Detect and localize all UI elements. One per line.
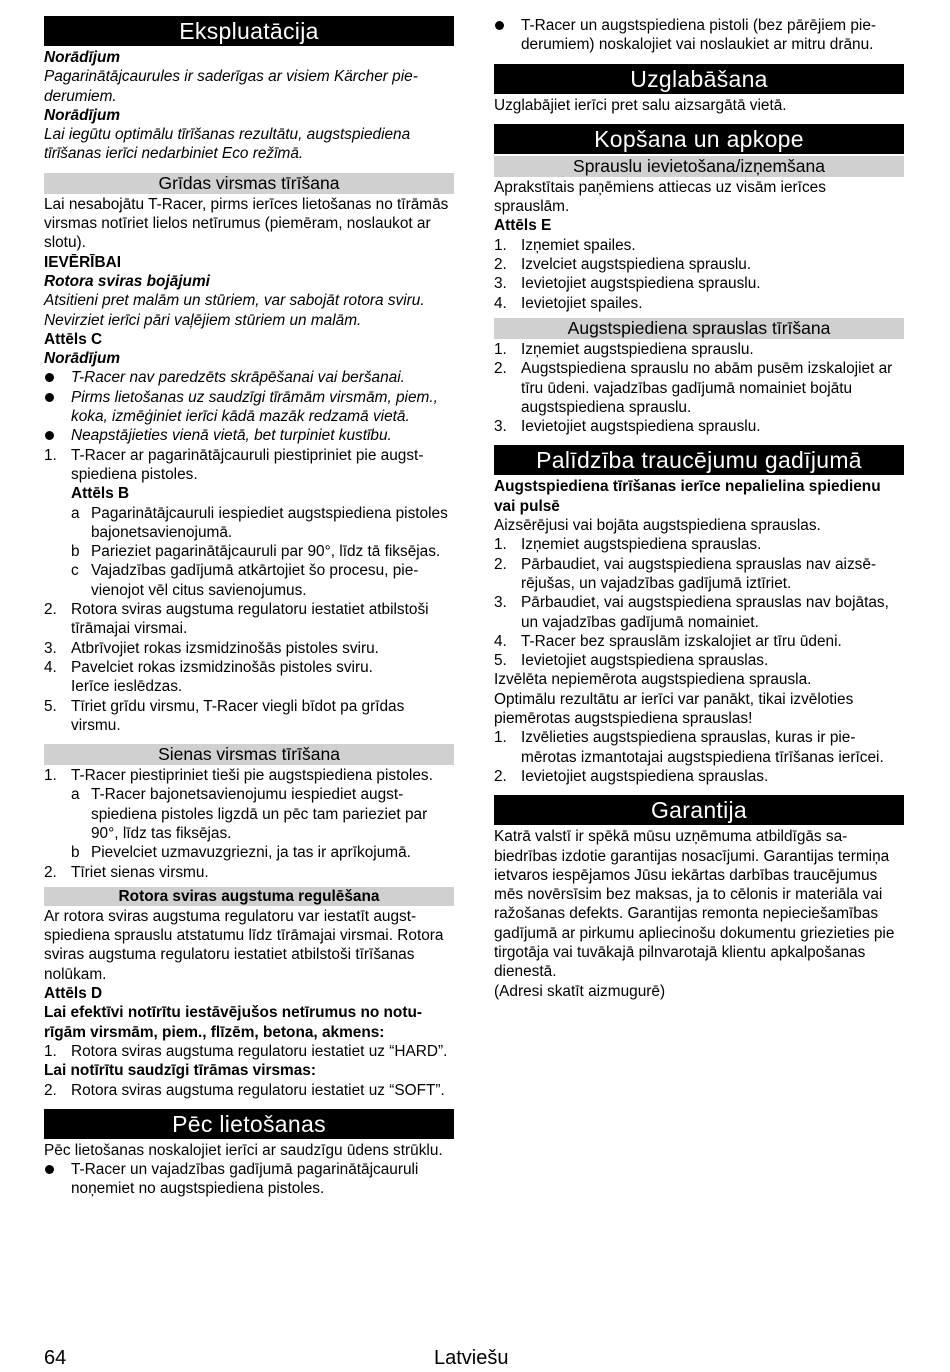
heading-nozzle-clean: Augstspiediena sprauslas tīrīšana xyxy=(494,318,904,339)
heading-care: Kopšana un apkope xyxy=(494,124,904,154)
list-item: Neapstājieties vienā vietā, bet turpiniet kustību. xyxy=(44,426,454,445)
step-item: 1. Izņemiet augstspiediena sprauslas. xyxy=(494,536,762,554)
step-item: 1. Rotora sviras augstuma regulatoru iestatiet uz “HARD”. xyxy=(44,1042,448,1060)
step-item: 2. Izvelciet augstspiediena sprauslu. xyxy=(494,256,752,274)
step-item: 2. Pārbaudiet, vai augstspiediena sprauslas nav aizsērējušas, un vajadzības gadījumā iztīriet. xyxy=(494,555,877,592)
step-item: 4. T-Racer bez sprauslām izskalojiet ar tīru ūdeni. xyxy=(494,632,842,650)
heading-after-use: Pēc lietošanas xyxy=(44,1109,454,1139)
trouble-cause: Aizsērējusi vai bojāta augstspiediena sprauslas. xyxy=(494,517,821,535)
heading-nozzle-swap: Sprauslu ievietošana/izņemšana xyxy=(494,156,904,177)
bullet-icon xyxy=(44,368,71,387)
heading-warranty: Garantija xyxy=(494,795,904,825)
step-item: 2. Augstspiediena sprauslu no abām pusēm izskalojiet ar tīru ūdeni. vajadzības gadījumā nomainiet bojātu augstspiediena sprauslu. xyxy=(494,360,893,416)
step-item: 3. Ievietojiet augstspiediena sprauslu. xyxy=(494,275,761,293)
step-item: 5. Ievietojiet augstspiediena sprauslas. xyxy=(494,652,769,670)
figure-ref: Attēls D xyxy=(44,985,103,1003)
step-result: Ierīce ieslēdzas. xyxy=(71,678,183,696)
storage-text: Uzglabājiet ierīci pret salu aizsargātā vietā. xyxy=(494,96,787,114)
figure-ref: Attēls B xyxy=(71,485,130,503)
page-number: 64 xyxy=(44,1347,67,1369)
warranty-note: (Adresi skatīt aizmugurē) xyxy=(494,982,666,1000)
list-item: T-Racer nav paredzēts skrāpēšanai vai beršanai. xyxy=(44,368,454,387)
substep-item: c Vajadzības gadījumā atkārtojiet šo procesu, pievienojot vēl citus savienojumus. xyxy=(71,562,419,599)
step-item: 1. T-Racer ar pagarinātājcauruli piestipriniet pie augstspiediena pistoles. xyxy=(44,446,424,483)
step-item: 1. Izņemiet augstspiediena sprauslu. xyxy=(494,340,754,358)
bullet-icon xyxy=(44,388,71,427)
rotor-soft-label: Lai notīrītu saudzīgi tīrāmas virsmas: xyxy=(44,1062,316,1080)
step-item: 2. Rotora sviras augstuma regulatoru iestatiet uz “SOFT”. xyxy=(44,1081,445,1099)
step-item: 3. Ievietojiet augstspiediena sprauslu. xyxy=(494,418,761,436)
substep-list xyxy=(44,785,454,862)
step-item: 3. Pārbaudiet, vai augstspiediena sprauslas nav bojātas, un vajadzības gadījumā nomainiet. xyxy=(494,594,889,631)
trouble-label: Augstspiediena tīrīšanas ierīce nepalielina spiedienu vai pulsē xyxy=(494,478,881,515)
caution-text: Atsitieni pret malām un stūriem, var sabojāt rotora sviru. Nevirziet ierīci pāri vaļējiem stūriem un malām. xyxy=(44,292,425,329)
note-label: Norādījum xyxy=(44,106,121,124)
step-item: 4. Pavelciet rokas izsmidzinošās pistoles sviru. xyxy=(44,658,373,676)
nozzle-swap-intro: Aprakstītais paņēmiens attiecas uz visām ierīces sprauslām. xyxy=(494,178,826,216)
heading-troubleshooting: Palīdzība traucējumu gadījumā xyxy=(494,445,904,475)
trouble-advice: Optimālu rezultātu ar ierīci var panākt, tikai izvēloties piemērotas augstspiediena sprauslas! xyxy=(494,690,854,728)
caution-label: IEVĒRĪBAI xyxy=(44,253,121,271)
heading-rotor-height: Rotora sviras augstuma regulēšana xyxy=(44,887,454,906)
note-label: Norādījum xyxy=(44,350,121,368)
page-language: Latviešu xyxy=(434,1347,509,1369)
step-item: 1. Izņemiet spailes. xyxy=(494,236,636,254)
bullet-icon xyxy=(44,426,71,445)
step-item: 1. Izvēlieties augstspiediena sprauslas, kuras ir piemērotas izmantotajai augstspiediena tīrīšanas ierīcei. xyxy=(494,729,884,766)
step-item: 5. Tīriet grīdu virsmu, T-Racer viegli bīdot pa grīdas virsmu. xyxy=(44,697,405,734)
trouble-cause: Izvēlēta nepiemērota augstspiediena sprausla. xyxy=(494,671,812,689)
right-column xyxy=(494,16,904,1001)
step-item: 3. Atbrīvojiet rokas izsmidzinošās pistoles sviru. xyxy=(44,639,379,657)
heading-floor-cleaning: Grīdas virsmas tīrīšana xyxy=(44,173,454,194)
rotor-hard-label: Lai efektīvi notīrītu iestāvējušos netīrumus no noturīgām virsmām, piem., flīzēm, betona, akmens: xyxy=(44,1004,422,1041)
floor-intro: Lai nesabojātu T-Racer, pirms ierīces lietošanas no tīrāmās virsmas notīriet lielos netīrumus (piemēram, noslaukot ar slotu). xyxy=(44,195,449,252)
caution-title: Rotora sviras bojājumi xyxy=(44,272,210,290)
bullet-icon xyxy=(494,16,521,55)
note-text: Pagarinātājcaurules ir saderīgas ar visiem Kärcher piederumiem. xyxy=(44,68,418,105)
substep-item: b Parieziet pagarinātājcauruli par 90°, līdz tā fiksējas. xyxy=(71,543,441,561)
step-item: 1. T-Racer piestipriniet tieši pie augstspiediena pistoles. xyxy=(44,767,433,785)
list-item: Pirms lietošanas uz saudzīgi tīrāmām virsmām, piem., koka, izmēģiniet ierīci kādā mazāk redzamā vietā. xyxy=(44,388,454,427)
rotor-intro: Ar rotora sviras augstuma regulatoru var iestatīt augstspiediena sprauslu atstatumu līdz tīrāmajai virsmai. Rotora sviras augstuma regulatoru iestatiet atbilstoši tīrīšanas nolūkam. xyxy=(44,907,444,983)
heading-storage: Uzglabāšana xyxy=(494,64,904,94)
substep-item: a Pagarinātājcauruli iespiediet augstspiediena pistoles bajonetsavienojumā. xyxy=(71,504,448,541)
note-label: Norādījum xyxy=(44,49,121,66)
heading-wall-cleaning: Sienas virsmas tīrīšana xyxy=(44,744,454,765)
left-column xyxy=(44,16,454,1199)
step-item: 2. Ievietojiet augstspiediena sprauslas. xyxy=(494,767,769,785)
step-item: 2. Rotora sviras augstuma regulatoru iestatiet atbilstoši tīrāmajai virsmai. xyxy=(44,601,429,638)
list-item: T-Racer un vajadzības gadījumā pagarinātājcauruli noņemiet no augstspiediena pistoles. xyxy=(44,1160,454,1199)
substep-item: a T-Racer bajonetsavienojumu iespiediet augstspiediena pistoles ligzdā un pēc tam parieziet par 90°, līdz tas fiksējas. xyxy=(71,786,428,842)
step-item: 2. Tīriet sienas virsmu. xyxy=(44,863,209,881)
substep-list xyxy=(44,504,454,600)
list-item: T-Racer un augstspiediena pistoli (bez pārējiem piederumiem) noskalojiet vai noslaukiet ar mitru drānu. xyxy=(494,16,904,55)
step-item: 4. Ievietojiet spailes. xyxy=(494,294,643,312)
figure-ref: Attēls C xyxy=(44,330,103,348)
bullet-icon xyxy=(44,1160,71,1199)
warranty-text: Katrā valstī ir spēkā mūsu uzņēmuma atbildīgās sabiedrības izdotie garantijas nosacījumi. Garantijas termiņa ietvaros iespējamos Jūsu iekārtas darbības traucējumus mēs novērsīsim bez maksas, ja to cēlonis ir materiāla vai ražošanas defekts. Garantijas remonta nepieciešamības gadījumā ar pirkumu apliecinošu dokumentu griezieties pie tirgotāja vai tuvākajā pilnvarotajā klientu apkalpošanas dienestā. xyxy=(494,828,895,981)
after-intro: Pēc lietošanas noskalojiet ierīci ar saudzīgu ūdens strūklu. xyxy=(44,1141,443,1159)
figure-ref: Attēls E xyxy=(494,217,552,235)
note-text: Lai iegūtu optimālu tīrīšanas rezultātu, augstspiediena tīrīšanas ierīci nedarbiniet Eco režīmā. xyxy=(44,126,411,163)
heading-operation: Ekspluatācija xyxy=(44,16,454,46)
substep-item: b Pievelciet uzmavuzgriezni, ja tas ir aprīkojumā. xyxy=(71,844,411,862)
